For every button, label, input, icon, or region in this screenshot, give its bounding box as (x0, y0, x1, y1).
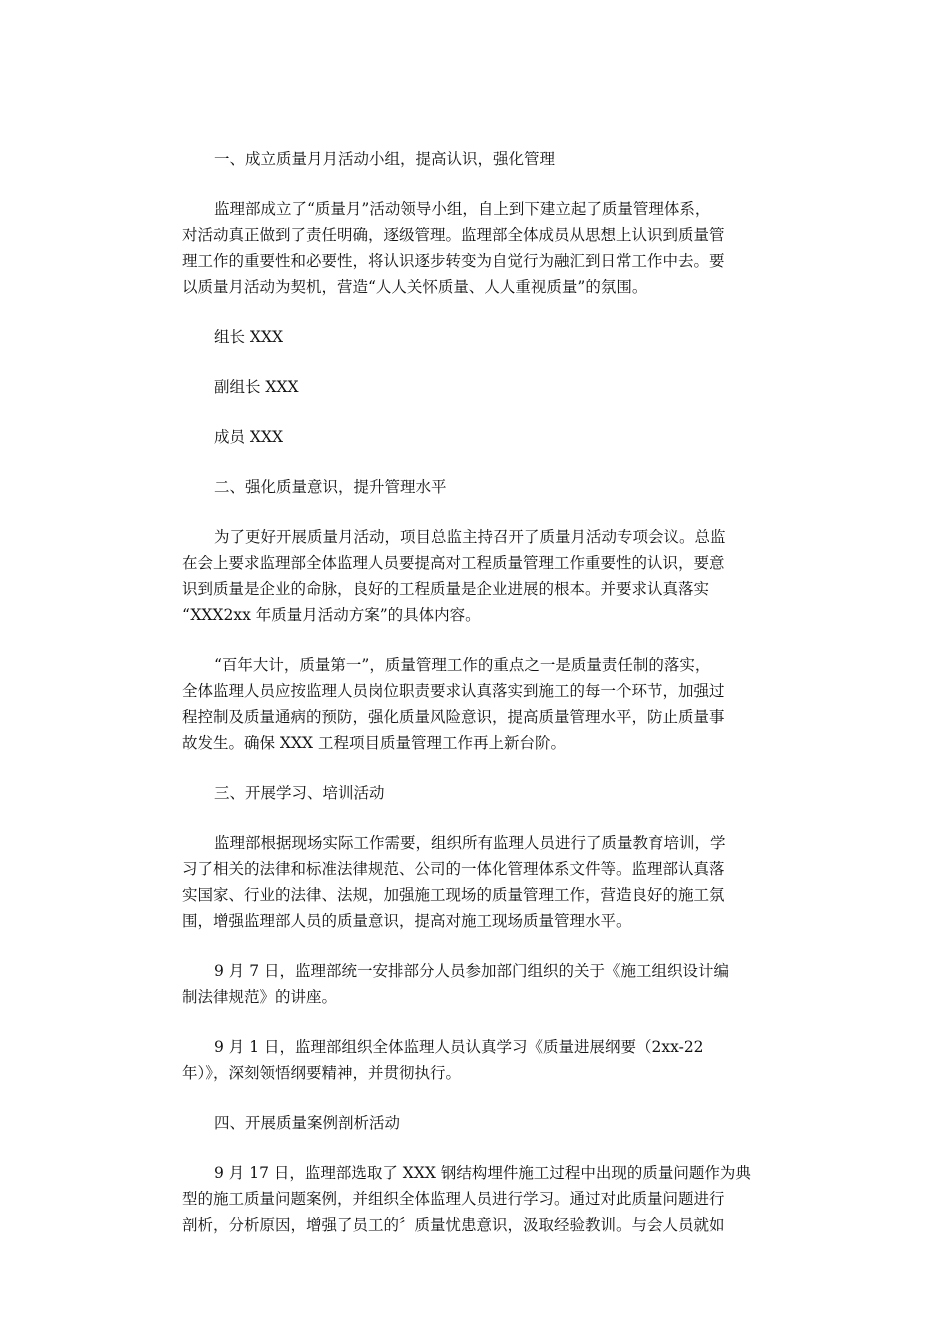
text-line: 9 月 17 日，监理部选取了 XXX 钢结构埋件施工过程中出现的质量问题作为典 (214, 1164, 751, 1182)
text-line: 识到质量是企业的命脉，良好的工程质量是企业进展的根本。并要求认真落实 (182, 580, 710, 598)
text-line: 监理部成立了“质量月”活动领导小组，自上到下建立起了质量管理体系， (214, 200, 711, 218)
paragraph-4 (182, 830, 782, 934)
text-line: 对活动真正做到了责任明确，逐级管理。监理部全体成员从思想上认识到质量管 (182, 226, 725, 244)
text-line: 9 月 1 日，监理部组织全体监理人员认真学习《质量进展纲要（2xx-22 (214, 1038, 704, 1056)
paragraph-6 (182, 1034, 782, 1086)
paragraph-7 (182, 1160, 782, 1238)
text-line: 为了更好开展质量月活动，项目总监主持召开了质量月活动专项会议。总监 (214, 528, 726, 546)
text-line: 监理部根据现场实际工作需要，组织所有监理人员进行了质量教育培训，学 (214, 834, 726, 852)
heading-line: 一、成立质量月月活动小组，提高认识，强化管理 (214, 150, 556, 168)
heading-line: 二、强化质量意识，提升管理水平 (214, 478, 447, 496)
text-line: 副组长 XXX (214, 378, 299, 396)
paragraph-5 (182, 958, 782, 1010)
section-heading-3 (182, 780, 782, 806)
text-line: 年）》，深刻领悟纲要精神，并贯彻执行。 (182, 1064, 462, 1082)
section-heading-1 (182, 146, 782, 172)
text-line: 程控制及质量通病的预防，强化质量风险意识，提高质量管理水平，防止质量事 (182, 708, 725, 726)
text-line: 全体监理人员应按监理人员岗位职责要求认真落实到施工的每一个环节，加强过 (182, 682, 725, 700)
text-line: 习了相关的法律和标准法律规范、公司的一体化管理体系文件等。监理部认真落 (182, 860, 725, 878)
text-line: 组长 XXX (214, 328, 284, 346)
text-line: 实国家、行业的法律、法规，加强施工现场的质量管理工作，营造良好的施工氛 (182, 886, 725, 904)
text-line: 9 月 7 日，监理部统一安排部分人员参加部门组织的关于《施工组织设计编 (214, 962, 730, 980)
heading-line: 四、开展质量案例剖析活动 (214, 1114, 401, 1132)
text-line: 制法律规范》的讲座。 (182, 988, 338, 1006)
text-line: 成员 XXX (214, 428, 284, 446)
members-line (182, 424, 782, 450)
text-line: 剖析，分析原因，增强了员工的〞质量忧患意识，汲取经验教训。与会人员就如 (182, 1216, 725, 1234)
text-line: 故发生。确保 XXX 工程项目质量管理工作再上新台阶。 (182, 734, 566, 752)
text-line: “百年大计，质量第一”，质量管理工作的重点之一是质量责任制的落实， (214, 656, 711, 674)
paragraph-3 (182, 652, 782, 756)
text-line: 围，增强监理部人员的质量意识，提高对施工现场质量管理水平。 (182, 912, 632, 930)
paragraph-2 (182, 524, 782, 628)
deputy-leader-line (182, 374, 782, 400)
heading-line: 三、开展学习、培训活动 (214, 784, 385, 802)
section-heading-4 (182, 1110, 782, 1136)
team-leader-line (182, 324, 782, 350)
section-heading-2 (182, 474, 782, 500)
text-line: 理工作的重要性和必要性，将认识逐步转变为自觉行为融汇到日常工作中去。要 (182, 252, 725, 270)
text-line: 在会上要求监理部全体监理人员要提高对工程质量管理工作重要性的认识，要意 (182, 554, 725, 572)
text-line: 型的施工质量问题案例，并组织全体监理人员进行学习。通过对此质量问题进行 (182, 1190, 725, 1208)
text-line: 以质量月活动为契机，营造“人人关怀质量、人人重视质量”的氛围。 (182, 278, 648, 296)
document-page (182, 146, 782, 1238)
paragraph-1 (182, 196, 782, 300)
text-line: “XXX2xx 年质量月活动方案”的具体内容。 (182, 606, 481, 624)
